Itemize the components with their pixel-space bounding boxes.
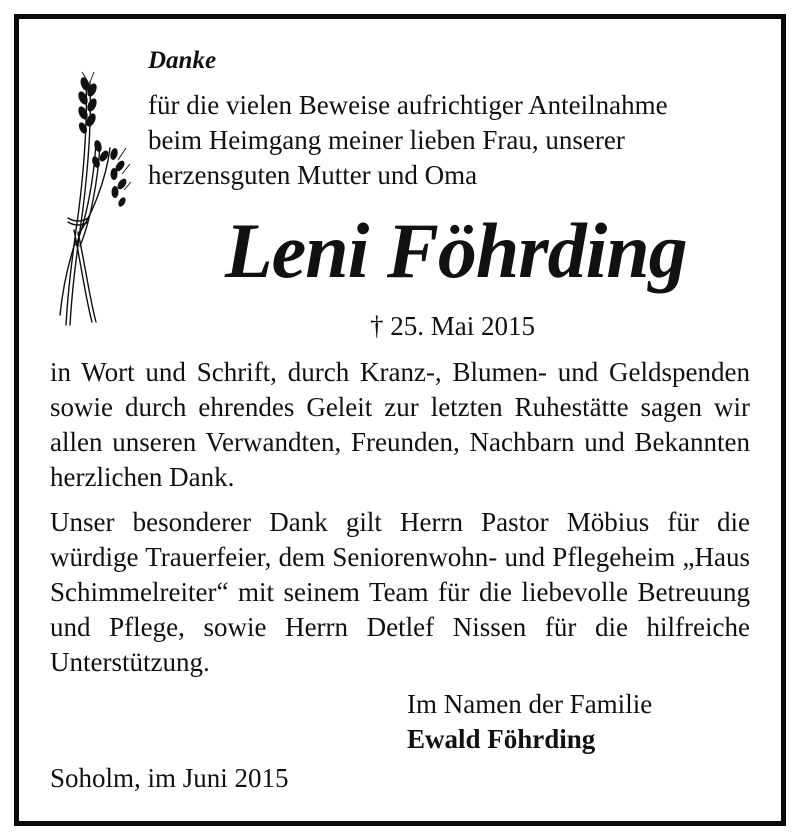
wheat-ears-icon <box>52 70 132 330</box>
intro-text <box>148 88 748 193</box>
special-thanks-paragraph: Unser besonderer Dank gilt Herrn Pastor Möbius für die würdige Trauerfeier, dem Seniorenwohn- und Pflegeheim „Haus Schimmelreiter“ mit seinem Team für die liebevolle Betreuung und Pflege, sowie Herrn Detlef Nissen für die hilfreiche Unterstützung. <box>50 507 750 677</box>
intro-line: beim Heimgang meiner lieben Frau, unserer <box>148 125 625 155</box>
signer-name: Ewald Föhrding <box>407 724 596 754</box>
place-date: Soholm, im Juni 2015 <box>50 763 289 793</box>
on-behalf-text: Im Namen der Familie <box>407 689 653 719</box>
heading-danke: Danke <box>148 47 217 74</box>
intro-line: herzensguten Mutter und Oma <box>148 160 478 190</box>
death-date: † 25. Mai 2015 <box>370 311 535 341</box>
signature-block <box>407 687 652 757</box>
thanks-paragraph: in Wort und Schrift, durch Kranz-, Blumen- und Geldspenden sowie durch ehrendes Geleit zur letzten Ruhestätte sagen wir allen unseren Verwandten, Freunden, Nachbarn und Bekannten herzlichen Dank. <box>50 357 750 492</box>
deceased-name: Leni Föhrding <box>225 207 687 294</box>
intro-line: für die vielen Beweise aufrichtiger Anteilnahme <box>148 90 668 120</box>
